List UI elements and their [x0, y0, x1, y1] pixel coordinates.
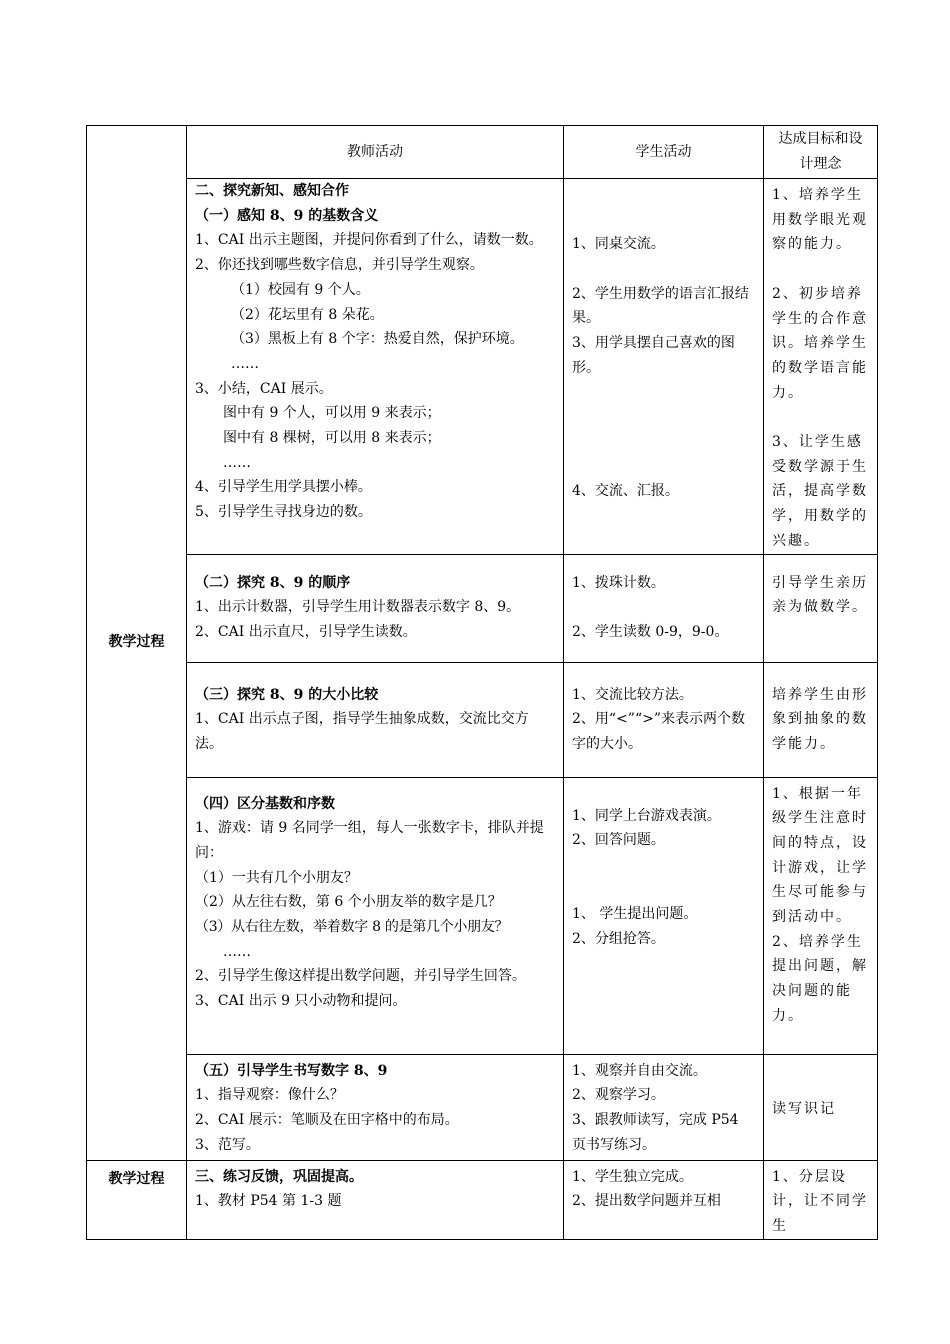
- lesson-plan-table: [86, 125, 878, 1240]
- section-label-text: 教学过程: [108, 634, 165, 651]
- teacher-step: 4、引导学生用学具摆小棒。: [195, 479, 372, 496]
- explore-teacher-cell: [187, 179, 564, 555]
- ordinal-row: [87, 777, 878, 1054]
- subsection-heading: （三）探究 8、9 的大小比较: [195, 686, 379, 703]
- teacher-step: 1、出示计数器，引导学生用计数器表示数字 8、9。: [195, 599, 521, 616]
- ellipsis: ……: [223, 454, 251, 471]
- teacher-step: 1、游戏：请 9 名同学一组，每人一张数字卡，排队并提问：: [195, 820, 544, 861]
- header-row: [87, 126, 878, 179]
- ellipsis: ……: [231, 355, 259, 372]
- explore-goal-cell: [764, 179, 878, 555]
- section-label-practice: [87, 1160, 187, 1239]
- ordinal-teacher-cell: [187, 777, 564, 1054]
- teacher-substep: （2）花坛里有 8 朵花。: [231, 306, 384, 323]
- header-goal-text: 达成目标和设计理念: [778, 131, 863, 172]
- teacher-step: 1、教材 P54 第 1-3 题: [195, 1193, 342, 1210]
- practice-teacher-cell: [187, 1160, 564, 1239]
- section-heading: 二、探究新知、感知合作: [195, 183, 349, 199]
- teacher-step: 1、指导观察：像什么？: [195, 1087, 344, 1104]
- subsection-heading: （二）探究 8、9 的顺序: [195, 574, 351, 591]
- goal-text: 2、培养学生提出问题，解决问题的能力。: [772, 933, 868, 1024]
- writing-row: [87, 1054, 878, 1160]
- teacher-substep: （1）校园有 9 个人。: [231, 281, 370, 298]
- student-step: 1、学生独立完成。: [572, 1168, 693, 1185]
- goal-text: 1、培养学生用数学眼光观察的能力。: [772, 187, 868, 253]
- teacher-step: 2、CAI 出示直尺，引导学生读数。: [195, 623, 417, 640]
- writing-teacher-cell: [187, 1054, 564, 1160]
- teacher-substep: 图中有 8 棵树，可以用 8 来表示；: [223, 430, 441, 447]
- practice-goal-cell: [764, 1160, 878, 1239]
- student-step: 3、用学具摆自己喜欢的图形。: [572, 335, 735, 376]
- student-step: 1、交流比较方法。: [572, 686, 693, 703]
- student-step: 2、用“<”“>”来表示两个数字的大小。: [572, 711, 745, 752]
- teacher-step: 3、CAI 出示 9 只小动物和提问。: [195, 993, 407, 1010]
- teacher-substep: （3）从右往左数，举着数字 8 的是第几个小朋友？: [195, 919, 509, 936]
- goal-text: 培养学生由形象到抽象的数学能力。: [772, 686, 868, 752]
- goal-text: 1、根据一年级学生注意时间的特点，设计游戏，让学生尽可能参与到活动中。: [772, 785, 868, 926]
- student-step: 1、同桌交流。: [572, 236, 665, 253]
- student-step: 1、同学上台游戏表演。: [572, 807, 721, 824]
- writing-student-cell: [564, 1054, 764, 1160]
- teacher-substep: （1）一共有几个小朋友？: [195, 869, 358, 886]
- teacher-step: 2、CAI 展示：笔顺及在田字格中的布局。: [195, 1111, 459, 1128]
- student-step: 2、学生用数学的语言汇报结果。: [572, 285, 749, 327]
- header-student: [564, 126, 764, 179]
- order-goal-cell: [764, 554, 878, 662]
- order-student-cell: [564, 554, 764, 662]
- section-label-teaching-process: [87, 126, 187, 1161]
- teacher-step: 2、引导学生像这样提出数学问题，并引导学生回答。: [195, 968, 526, 985]
- goal-text: 引导学生亲历亲为做数学。: [772, 574, 868, 616]
- teacher-step: 1、CAI 出示点子图，指导学生抽象成数，交流比交方法。: [195, 711, 529, 752]
- teacher-substep: 图中有 9 个人，可以用 9 来表示；: [223, 405, 441, 422]
- teacher-step: 2、你还找到哪些数字信息，并引导学生观察。: [195, 257, 484, 274]
- teacher-substep: （2）从左往右数，第 6 个小朋友举的数字是几？: [195, 894, 502, 911]
- header-goal: [764, 126, 878, 179]
- section-heading: 三、练习反馈，巩固提高。: [195, 1168, 363, 1185]
- order-teacher-cell: [187, 554, 564, 662]
- student-step: 4、交流、汇报。: [572, 483, 679, 500]
- compare-student-cell: [564, 662, 764, 777]
- student-step: 2、提出数学问题并互相: [572, 1193, 721, 1210]
- teacher-step: 3、小结，CAI 展示。: [195, 380, 333, 397]
- student-step: 2、观察学习。: [572, 1087, 665, 1104]
- section-label-text: 教学过程: [108, 1170, 165, 1187]
- compare-goal-cell: [764, 662, 878, 777]
- explore-student-cell: [564, 179, 764, 555]
- teacher-step: 5、引导学生寻找身边的数。: [195, 504, 372, 521]
- compare-row: [87, 662, 878, 777]
- writing-goal-cell: [764, 1054, 878, 1160]
- header-student-text: 学生活动: [635, 143, 692, 160]
- explore-row: [87, 179, 878, 555]
- student-step: 2、分组抢答。: [572, 931, 665, 947]
- practice-student-cell: [564, 1160, 764, 1239]
- subsection-heading: （四）区分基数和序数: [195, 795, 335, 812]
- student-step: 1、拨珠计数。: [572, 574, 665, 591]
- teacher-substep: （3）黑板上有 8 个字：热爱自然，保护环境。: [231, 331, 524, 348]
- teacher-step: 3、范写。: [195, 1136, 260, 1153]
- teacher-step: 1、CAI 出示主题图，并提问你看到了什么，请数一数。: [195, 232, 543, 249]
- practice-row: [87, 1160, 878, 1239]
- goal-text: 2、初步培养学生的合作意识。培养学生的数学语言能力。: [772, 285, 868, 401]
- compare-teacher-cell: [187, 662, 564, 777]
- order-row: [87, 554, 878, 662]
- ordinal-goal-cell: [764, 777, 878, 1054]
- student-step: 2、回答问题。: [572, 832, 665, 849]
- student-step: 1、 学生提出问题。: [572, 906, 698, 923]
- student-step: 3、跟教师读写，完成 P54 页书写练习。: [572, 1111, 739, 1153]
- ordinal-student-cell: [564, 777, 764, 1054]
- header-teacher: [187, 126, 564, 179]
- goal-text: 读写识记: [772, 1100, 836, 1117]
- header-teacher-text: 教师活动: [347, 143, 403, 160]
- goal-text: 1、分层设计，让不同学生: [772, 1168, 868, 1234]
- subsection-heading: （一）感知 8、9 的基数含义: [195, 207, 379, 224]
- ellipsis: ……: [223, 943, 251, 960]
- goal-text: 3、让学生感受数学源于生活，提高学数学，用数学的兴趣。: [772, 434, 868, 549]
- subsection-heading: （五）引导学生书写数字 8、9: [195, 1062, 388, 1079]
- student-step: 2、学生读数 0-9，9-0。: [572, 623, 729, 640]
- student-step: 1、观察并自由交流。: [572, 1062, 707, 1079]
